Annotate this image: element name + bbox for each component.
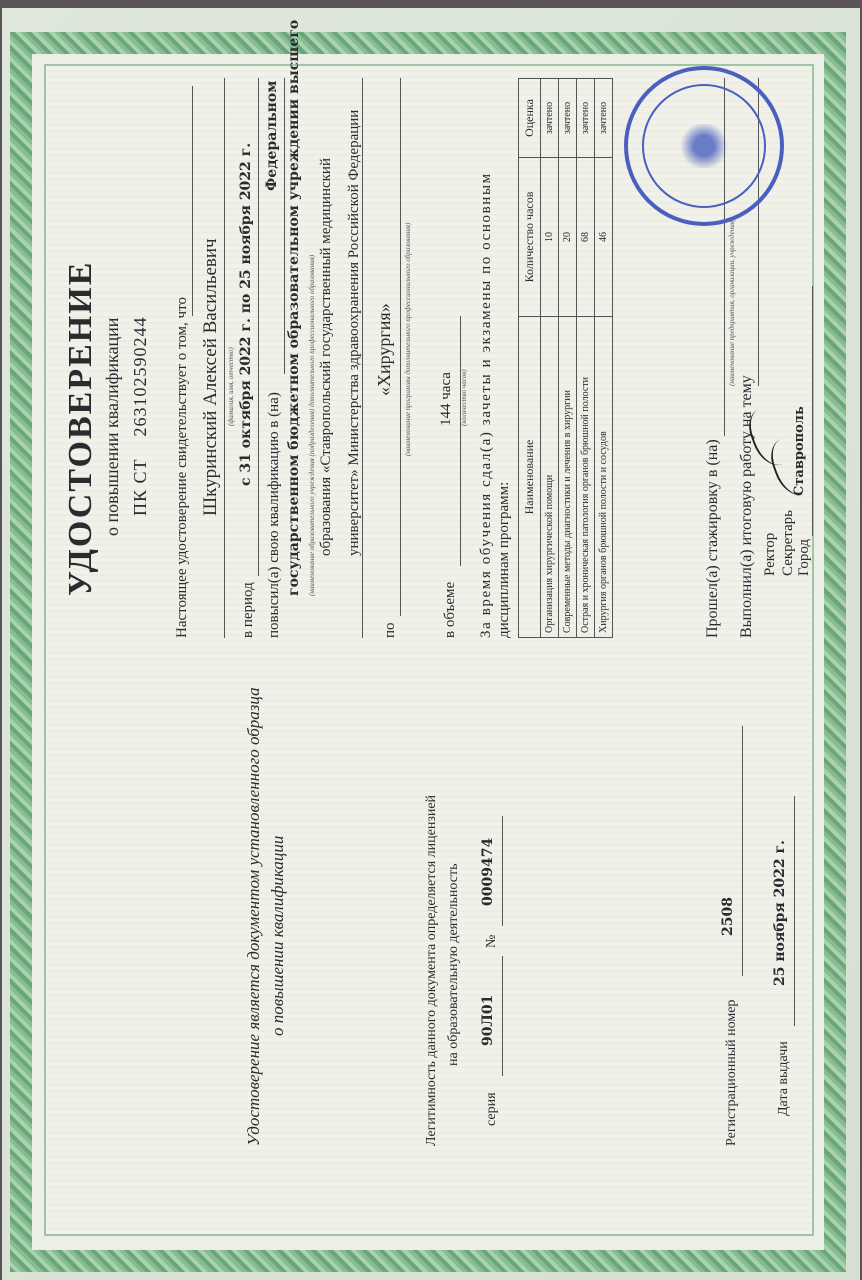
course-hours: 20: [559, 158, 577, 317]
internship-hint: (наименование предприятия, организации, учреждения): [728, 218, 736, 386]
registration-value: 2508: [720, 897, 736, 936]
col-header-name: Наименование: [519, 317, 541, 638]
license-number-value: 0009474: [480, 837, 496, 906]
statement-line-2: о повышении квалификации: [268, 835, 287, 1036]
course-name: Острая и хроническая патология органов брюшной полости: [577, 317, 595, 638]
license-number-label: №: [484, 934, 499, 948]
courses-table: [518, 78, 613, 638]
course-name: Организация хирургической помощи: [541, 317, 559, 638]
period-label: в период: [240, 582, 256, 638]
org-line-4: университет» Министерства здравоохранения Российской Федерации: [346, 109, 362, 556]
certificate-subtitle: о повышении квалификации: [102, 317, 122, 536]
col-header-hours: Количество часов: [519, 158, 541, 317]
courses-header-row: [519, 79, 541, 638]
official-stamp: [624, 66, 784, 226]
intro-line: [174, 86, 193, 316]
intro-text: Настоящее удостоверение свидетельствует о том, что: [174, 297, 190, 638]
city-value: Ставрополь: [792, 406, 807, 496]
license-line-2: на образовательную деятельность: [446, 863, 461, 1066]
org-line-1: Федеральном: [264, 80, 280, 191]
exams-text-2: дисциплинам программ:: [496, 481, 512, 638]
volume-value: 144 часа: [438, 372, 454, 426]
city-label: Город: [796, 538, 812, 576]
raised-label: повысил(а) свою квалификацию в (на): [266, 392, 282, 638]
statement-line-1: Удостоверение является документом установленного образца: [244, 687, 263, 1146]
exams-text-1: За время обучения сдал(а) зачеты и экзамены по основным: [478, 172, 494, 638]
program-hint: (наименование программы дополнительного профессионального образования): [404, 222, 412, 456]
program-value: «Хирургия»: [374, 303, 394, 396]
certificate-series-prefix: ПК СТ: [130, 458, 150, 516]
org-line-2: государственном бюджетном образовательном учреждении высшего: [286, 19, 302, 596]
period-value: с 31 октября 2022 г. по 25 ноября 2022 г.: [238, 142, 254, 486]
program-label: по: [382, 622, 398, 638]
full-name: Шкуринский Алексей Васильевич: [200, 238, 221, 516]
issue-date-value: 25 ноября 2022 г.: [772, 840, 788, 986]
course-grade: зачтено: [559, 79, 577, 158]
volume-hint: (количество часов): [460, 369, 468, 426]
series-label: серия: [484, 1092, 499, 1126]
col-header-grade: Оценка: [519, 79, 541, 158]
registration-line: [724, 726, 743, 976]
volume-label: в объеме: [442, 581, 458, 638]
course-grade: зачтено: [541, 79, 559, 158]
org-line-3: образования «Ставропольский государственный медицинский: [318, 158, 334, 556]
certificate-number-value: 263102590244: [130, 316, 150, 437]
course-name: Хирургия органов брюшной полости и сосудов: [595, 317, 613, 638]
course-grade: зачтено: [595, 79, 613, 158]
rector-label: Ректор: [762, 532, 778, 576]
series-value: 90Л01: [480, 994, 496, 1046]
volume-line: [442, 316, 461, 566]
certificate-number: [130, 316, 151, 516]
course-grade: зачтено: [577, 79, 595, 158]
course-hours: 10: [541, 158, 559, 317]
internship-label: Прошел(а) стажировку в (на): [704, 439, 721, 638]
table-row: [559, 79, 577, 638]
certificate-sheet: [44, 19, 814, 1236]
name-hint: (фамилия, имя, отчество): [227, 347, 235, 426]
issue-date-label: Дата выдачи: [776, 1041, 791, 1116]
coat-of-arms-icon: [678, 124, 730, 168]
certificate-title: УДОСТОВЕРЕНИЕ: [62, 260, 99, 596]
course-name: Современные методы диагностики и лечения в хирургии: [559, 317, 577, 638]
thesis-label: Выполнил(а) итоговую работу на тему: [738, 375, 755, 638]
license-line-1: Легитимность данного документа определяется лицензией: [424, 794, 439, 1146]
course-hours: 46: [595, 158, 613, 317]
org-hint: (наименование образовательного учреждения (подразделения) дополнительного профессионального образования): [308, 254, 316, 596]
secretary-label: Секретарь: [780, 509, 796, 576]
table-row: [577, 79, 595, 638]
table-row: [595, 79, 613, 638]
course-hours: 68: [577, 158, 595, 317]
registration-label: Регистрационный номер: [724, 999, 739, 1146]
table-row: [541, 79, 559, 638]
